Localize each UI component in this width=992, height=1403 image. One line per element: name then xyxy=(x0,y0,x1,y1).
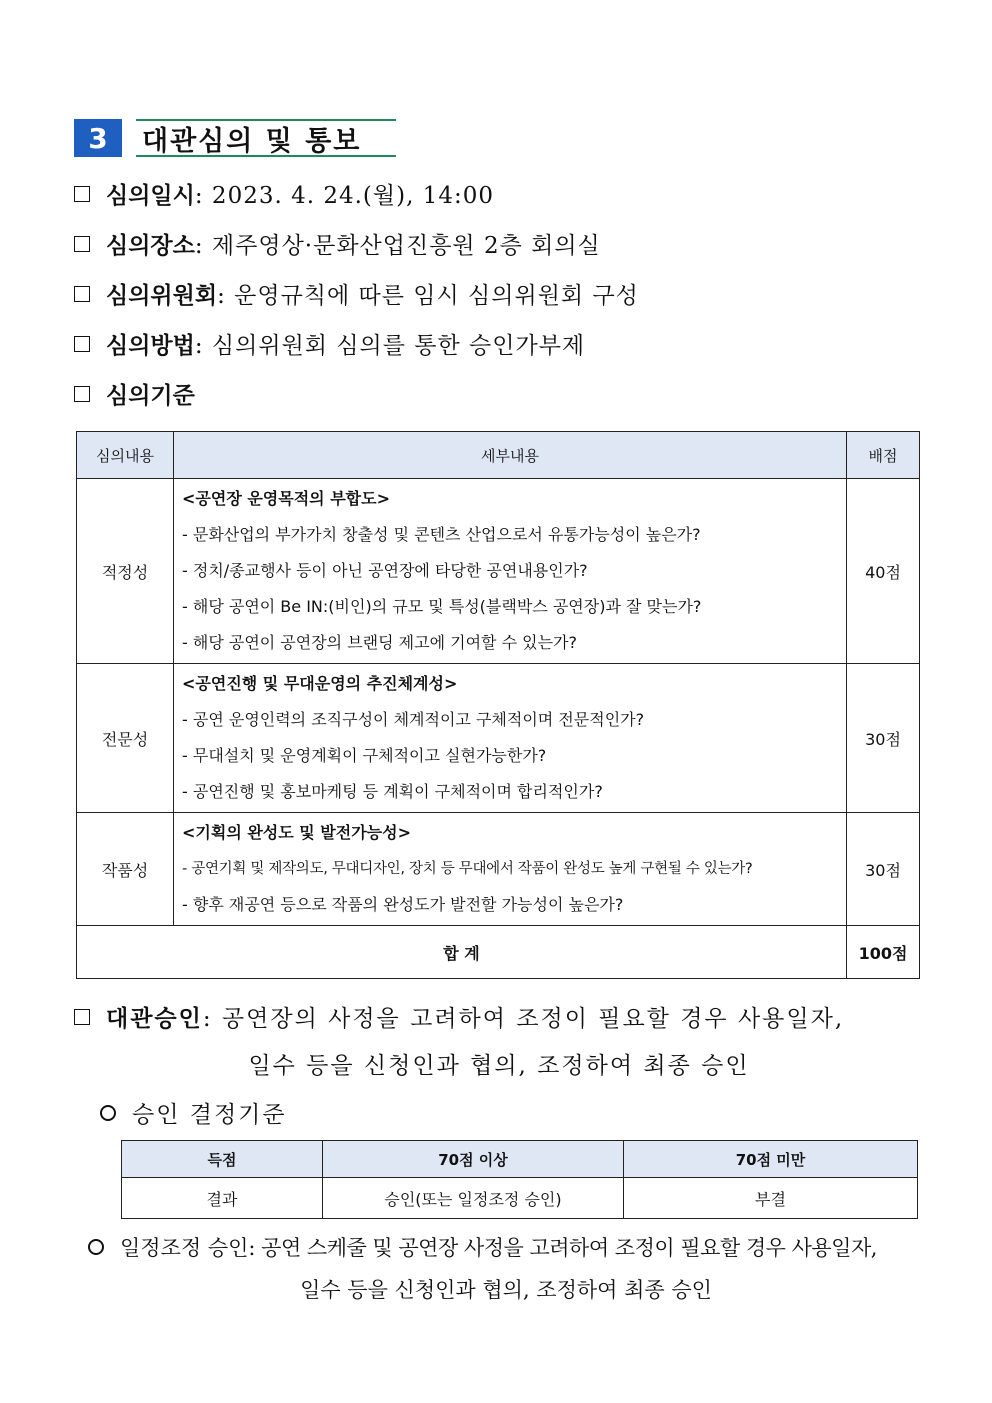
total-score: 100점 xyxy=(847,926,920,979)
criteria-category: 전문성 xyxy=(77,664,174,813)
criteria-score: 30점 xyxy=(847,664,920,813)
total-row xyxy=(77,926,920,979)
item-label: 심의위원회 xyxy=(106,282,218,309)
item-review-committee xyxy=(74,277,639,310)
item-label: 심의기준 xyxy=(106,382,195,409)
checkbox-icon xyxy=(74,236,90,252)
item-value: : 심의위원회 심의를 통한 승인가부제 xyxy=(194,333,586,359)
criteria-score: 40점 xyxy=(847,479,920,664)
criteria-score: 30점 xyxy=(847,813,920,926)
decision-cell: 부결 xyxy=(624,1178,918,1219)
item-label: 심의장소 xyxy=(106,232,195,259)
decision-criteria-title xyxy=(100,1096,287,1129)
item-review-place xyxy=(74,227,601,260)
criteria-detail-line: - 공연기획 및 제작의도, 무대디자인, 장치 등 무대에서 작품이 완성도 높게 구현될 수 있는가? xyxy=(182,861,753,877)
item-review-date xyxy=(74,177,494,210)
circle-bullet-icon xyxy=(100,1105,116,1121)
criteria-subtitle: <공연진행 및 무대운영의 추진체계성> xyxy=(182,674,458,693)
section-number: 3 xyxy=(74,119,122,157)
criteria-subtitle: <기획의 완성도 및 발전가능성> xyxy=(182,823,411,842)
criteria-detail-line: - 해당 공연이 공연장의 브랜딩 제고에 기여할 수 있는가? xyxy=(182,633,577,652)
decision-title-text: 승인 결정기준 xyxy=(132,1102,287,1128)
decision-table xyxy=(121,1140,918,1219)
decision-header-below: 70점 미만 xyxy=(624,1141,918,1178)
approval-text: : 공연장의 사정을 고려하여 조정이 필요할 경우 사용일자, xyxy=(202,1006,845,1032)
item-review-method xyxy=(74,327,585,360)
approval-text-continued: 일수 등을 신청인과 협의, 조정하여 최종 승인 xyxy=(248,1053,750,1079)
checkbox-icon xyxy=(74,186,90,202)
table-row xyxy=(77,664,920,813)
section-header xyxy=(74,118,396,158)
criteria-header-detail: 세부내용 xyxy=(174,432,847,479)
criteria-detail-line: - 무대설치 및 운영계획이 구체적이고 실현가능한가? xyxy=(182,746,547,765)
item-label: 심의일시 xyxy=(106,182,195,209)
criteria-detail xyxy=(174,479,847,664)
decision-cell: 승인(또는 일정조정 승인) xyxy=(323,1178,624,1219)
criteria-detail-line: - 공연 운영인력의 조직구성이 체계적이고 구체적이며 전문적인가? xyxy=(182,710,645,729)
criteria-header-score: 배점 xyxy=(847,432,920,479)
item-review-criteria xyxy=(74,377,195,410)
checkbox-icon xyxy=(74,286,90,302)
checkbox-icon xyxy=(74,336,90,352)
table-row xyxy=(77,479,920,664)
decision-header-score: 득점 xyxy=(122,1141,323,1178)
criteria-detail-line: - 향후 재공연 등으로 작품의 완성도가 발전할 가능성이 높은가? xyxy=(182,895,624,914)
decision-cell: 결과 xyxy=(122,1178,323,1219)
criteria-table xyxy=(76,431,920,979)
criteria-detail-line: - 정치/종교행사 등이 아닌 공연장에 타당한 공연내용인가? xyxy=(182,561,588,580)
criteria-subtitle: <공연장 운영목적의 부합도> xyxy=(182,489,390,508)
criteria-header-category: 심의내용 xyxy=(77,432,174,479)
item-value: : 2023. 4. 24.(월), 14:00 xyxy=(194,183,494,209)
approval-section xyxy=(74,1000,924,1080)
schedule-label: 일정조정 승인 xyxy=(120,1236,249,1260)
item-label: 심의방법 xyxy=(106,332,195,359)
criteria-detail xyxy=(174,664,847,813)
item-value: : 운영규칙에 따른 임시 심의위원회 구성 xyxy=(217,283,639,309)
item-value: : 제주영상·문화산업진흥원 2층 회의실 xyxy=(194,233,601,259)
criteria-category: 작품성 xyxy=(77,813,174,926)
schedule-text-continued: 일수 등을 신청인과 협의, 조정하여 최종 승인 xyxy=(300,1278,712,1302)
criteria-category: 적정성 xyxy=(77,479,174,664)
criteria-detail-line: - 공연진행 및 홍보마케팅 등 계획이 구체적이며 합리적인가? xyxy=(182,782,603,801)
schedule-section xyxy=(88,1232,924,1304)
section-title: 대관심의 및 통보 xyxy=(136,119,396,157)
decision-header-above: 70점 이상 xyxy=(323,1141,624,1178)
schedule-text: : 공연 스케줄 및 공연장 사정을 고려하여 조정이 필요할 경우 사용일자, xyxy=(248,1236,877,1260)
criteria-detail-line: - 해당 공연이 Be IN:(비인)의 규모 및 특성(블랙박스 공연장)과 잘 맞는가? xyxy=(182,597,702,616)
criteria-detail-line: - 문화산업의 부가가치 창출성 및 콘텐츠 산업으로서 유통가능성이 높은가? xyxy=(182,525,701,544)
table-row xyxy=(77,813,920,926)
table-row xyxy=(122,1178,918,1219)
circle-bullet-icon xyxy=(88,1239,104,1255)
criteria-detail xyxy=(174,813,847,926)
total-label: 합 계 xyxy=(77,926,847,979)
checkbox-icon xyxy=(74,1009,90,1025)
approval-label: 대관승인 xyxy=(106,1005,203,1032)
checkbox-icon xyxy=(74,386,90,402)
